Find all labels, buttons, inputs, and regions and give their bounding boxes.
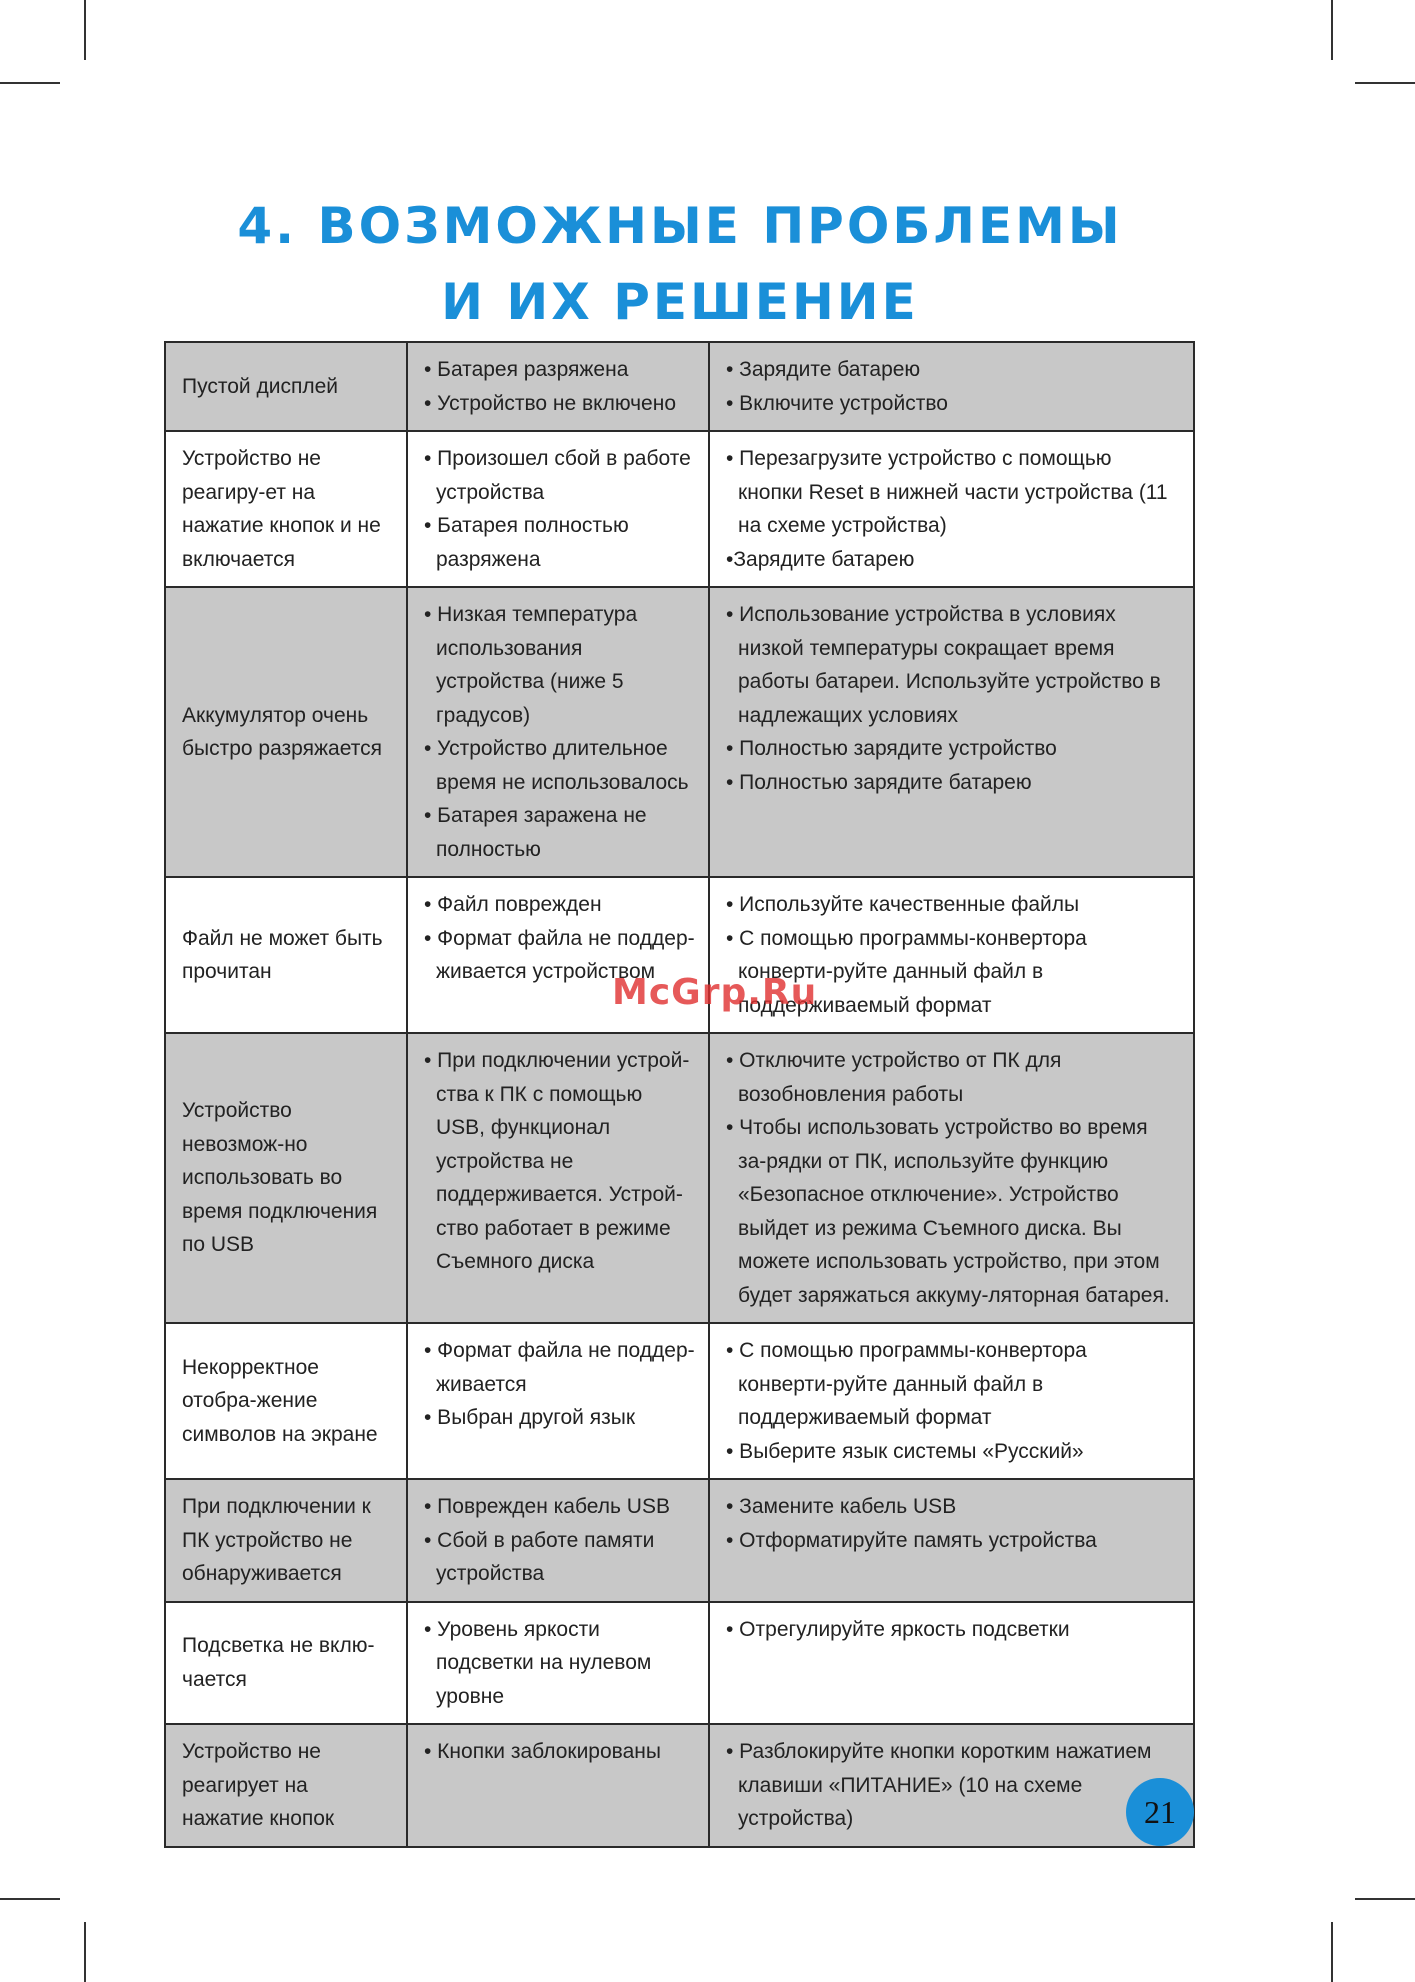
solution-item: • С помощью программы-конвертора конверти-руйте данный файл в поддерживаемый формат xyxy=(726,1339,1087,1429)
problem-cell: Устройство невозмож-но использовать во время подключения по USB xyxy=(165,1033,407,1323)
solution-item: • Использование устройства в условиях низкой температуры сокращает время работы батареи. Используйте устройство в надлежащих условиях xyxy=(726,603,1161,727)
table-row xyxy=(165,431,1194,587)
solution-cell xyxy=(709,342,1194,431)
cause-cell xyxy=(407,1724,709,1847)
cause-item: • Файл поврежден xyxy=(424,893,602,916)
solution-cell xyxy=(709,431,1194,587)
solution-cell xyxy=(709,1724,1194,1847)
problem-cell: Файл не может быть прочитан xyxy=(165,877,407,1033)
cause-cell xyxy=(407,431,709,587)
table-row xyxy=(165,587,1194,877)
solution-item: • Перезагрузите устройство с помощью кнопки Reset в нижней части устройства (11 на схеме устройства) xyxy=(726,447,1168,537)
cause-cell xyxy=(407,1033,709,1323)
table-row xyxy=(165,1724,1194,1847)
solution-item: • Разблокируйте кнопки коротким нажатием клавиши «ПИТАНИЕ» (10 на схеме устройства) xyxy=(726,1740,1152,1830)
page-title xyxy=(0,188,1360,340)
problem-cell: При подключении к ПК устройство не обнаруживается xyxy=(165,1479,407,1602)
table-row xyxy=(165,1479,1194,1602)
title-line-2: И ИХ РЕШЕНИЕ xyxy=(441,273,919,331)
cause-item: • Произошел сбой в работе устройства xyxy=(424,447,691,504)
cause-cell xyxy=(407,1479,709,1602)
solution-cell xyxy=(709,1323,1194,1479)
problem-cell: Некорректное отобра-жение символов на экране xyxy=(165,1323,407,1479)
page-number-badge: 21 xyxy=(1126,1778,1194,1846)
cause-item: • Сбой в работе памяти устройства xyxy=(424,1528,655,1585)
solution-item: • Полностью зарядите устройство xyxy=(726,737,1057,760)
cause-cell xyxy=(407,1323,709,1479)
cause-item: • При подключении устрой-ства к ПК с помощью USB, функционал устройства не поддерживается. Устрой-ство работает в режиме Съемного диска xyxy=(424,1049,690,1273)
solution-item: • Зарядите батарею xyxy=(726,358,921,381)
crop-mark xyxy=(84,0,86,60)
cause-cell xyxy=(407,587,709,877)
problem-cell: Пустой дисплей xyxy=(165,342,407,431)
solution-cell xyxy=(709,1602,1194,1725)
cause-item: • Уровень яркости подсветки на нулевом уровне xyxy=(424,1617,652,1708)
solution-item: • Замените кабель USB xyxy=(726,1495,957,1518)
watermark: McGrp.Ru xyxy=(612,972,818,1013)
solution-cell xyxy=(709,1033,1194,1323)
table-row xyxy=(165,1602,1194,1725)
table-row xyxy=(165,342,1194,431)
table-body xyxy=(165,342,1194,1847)
crop-mark xyxy=(1331,1922,1333,1982)
crop-mark xyxy=(1355,1898,1415,1900)
crop-mark xyxy=(0,1898,60,1900)
solution-item: • Чтобы использовать устройство во время за-рядки от ПК, используйте функцию «Безопасное отключение». Устройство выйдет из режима Съемного диска. Вы можете использовать устройство, при этом будет заряжаться аккуму-ляторная батарея. xyxy=(726,1116,1170,1307)
solution-item: • Выберите язык системы «Русский» xyxy=(726,1439,1084,1463)
cause-item: • Батарея заражена не полностью xyxy=(424,804,647,861)
crop-mark xyxy=(84,1922,86,1982)
solution-item: • Отрегулируйте яркость подсветки xyxy=(726,1617,1070,1641)
troubleshooting-table xyxy=(164,341,1195,1848)
problem-cell: Устройство не реагиру-ет на нажатие кнопок и не включается xyxy=(165,431,407,587)
cause-item: • Формат файла не поддер-живается устройством xyxy=(424,926,695,983)
crop-mark xyxy=(1331,0,1333,60)
crop-mark xyxy=(0,82,60,84)
cause-cell xyxy=(407,1602,709,1725)
solution-item: • С помощью программы-конвертора конверти-руйте данный файл в поддерживаемый формат xyxy=(726,926,1087,1017)
solution-item: • Используйте качественные файлы xyxy=(726,893,1080,916)
cause-item: • Выбран другой язык xyxy=(424,1406,636,1429)
solution-item: • Отформатируйте память устройства xyxy=(726,1528,1097,1552)
title-line-1: 4. ВОЗМОЖНЫЕ ПРОБЛЕМЫ xyxy=(237,197,1123,255)
cause-item: • Батарея полностью разряжена xyxy=(424,514,629,571)
solution-item: • Отключите устройство от ПК для возобновления работы xyxy=(726,1049,1062,1106)
solution-item: • Полностью зарядите батарею xyxy=(726,770,1032,794)
table-row xyxy=(165,1033,1194,1323)
table-row xyxy=(165,1323,1194,1479)
cause-cell xyxy=(407,342,709,431)
cause-item: • Кнопки заблокированы xyxy=(424,1740,661,1763)
problem-cell: Аккумулятор очень быстро разряжается xyxy=(165,587,407,877)
cause-item: • Формат файла не поддер-живается xyxy=(424,1339,695,1396)
cause-item: • Поврежден кабель USB xyxy=(424,1495,670,1518)
solution-item: •Зарядите батарею xyxy=(726,547,915,571)
solution-cell xyxy=(709,1479,1194,1602)
solution-cell xyxy=(709,587,1194,877)
problem-cell: Подсветка не вклю-чается xyxy=(165,1602,407,1725)
crop-mark xyxy=(1355,82,1415,84)
solution-item: • Включите устройство xyxy=(726,391,948,415)
cause-item: • Устройство длительное время не использовалось xyxy=(424,737,689,794)
cause-item: • Низкая температура использования устройства (ниже 5 градусов) xyxy=(424,603,638,727)
problem-cell: Устройство не реагирует на нажатие кнопок xyxy=(165,1724,407,1847)
cause-item: • Батарея разряжена xyxy=(424,358,629,381)
cause-item: • Устройство не включено xyxy=(424,391,677,415)
